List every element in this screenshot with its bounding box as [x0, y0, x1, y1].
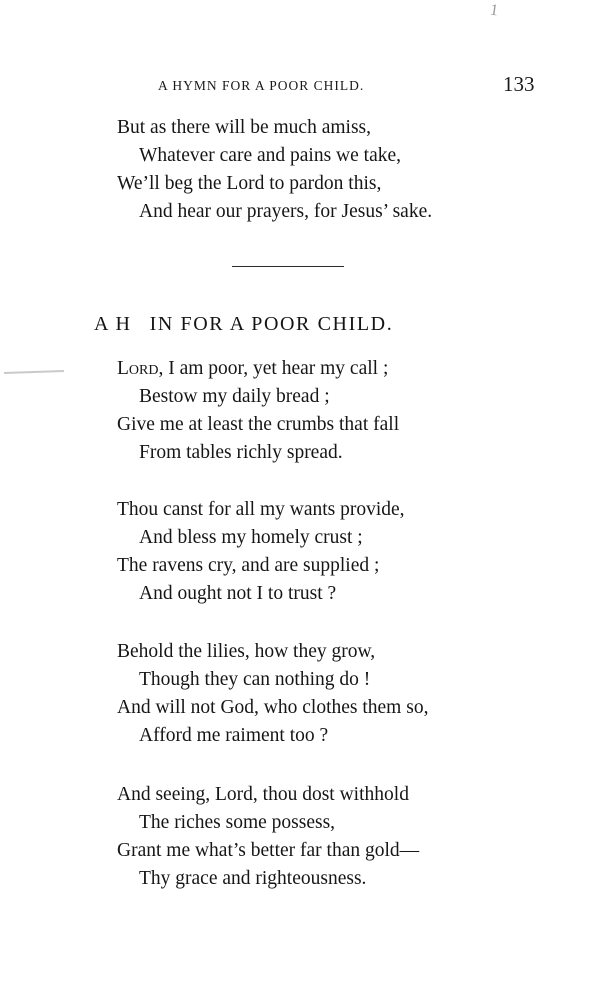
first-word-lord: Lord,	[117, 358, 164, 379]
paper-blemish	[4, 370, 64, 374]
verse-line: The riches some possess,	[139, 812, 336, 833]
verse-line: We’ll beg the Lord to pardon this,	[117, 173, 382, 194]
section-divider	[232, 266, 344, 267]
verse-line	[117, 357, 388, 381]
page-number: 133	[503, 72, 535, 96]
verse-line: Whatever care and pains we take,	[139, 145, 402, 166]
verse-line: Though they can nothing do !	[139, 669, 371, 690]
hymn-title	[94, 313, 393, 336]
verse-line: The ravens cry, and are supplied ;	[117, 555, 380, 576]
verse-line: And bless my homely crust ;	[139, 527, 363, 548]
verse-line: Thou canst for all my wants provide,	[117, 499, 405, 520]
verse-line: Bestow my daily bread ;	[139, 386, 330, 407]
verse-line: But as there will be much amiss,	[117, 117, 371, 138]
verse-line: Thy grace and righteousness.	[139, 868, 367, 889]
hymn-title-start: A H	[94, 313, 132, 335]
verse-line: Grant me what’s better far than gold—	[117, 840, 420, 861]
pencil-mark: 1	[488, 1, 500, 20]
verse-line: And seeing, Lord, thou dost withhold	[117, 784, 409, 805]
running-head: A HYMN FOR A POOR CHILD.	[158, 78, 365, 93]
hymn-title-end: IN FOR A POOR CHILD.	[149, 313, 394, 335]
verse-line: And hear our prayers, for Jesus’ sake.	[139, 201, 433, 222]
verse-line-rest: I am poor, yet hear my call ;	[163, 358, 389, 379]
verse-line: From tables richly spread.	[139, 442, 343, 463]
verse-line: Afford me raiment too ?	[139, 725, 329, 746]
verse-line: Behold the lilies, how they grow,	[117, 641, 376, 662]
verse-line: Give me at least the crumbs that fall	[117, 414, 400, 435]
verse-line: And ought not I to trust ?	[139, 583, 337, 604]
verse-line: And will not God, who clothes them so,	[117, 697, 429, 718]
